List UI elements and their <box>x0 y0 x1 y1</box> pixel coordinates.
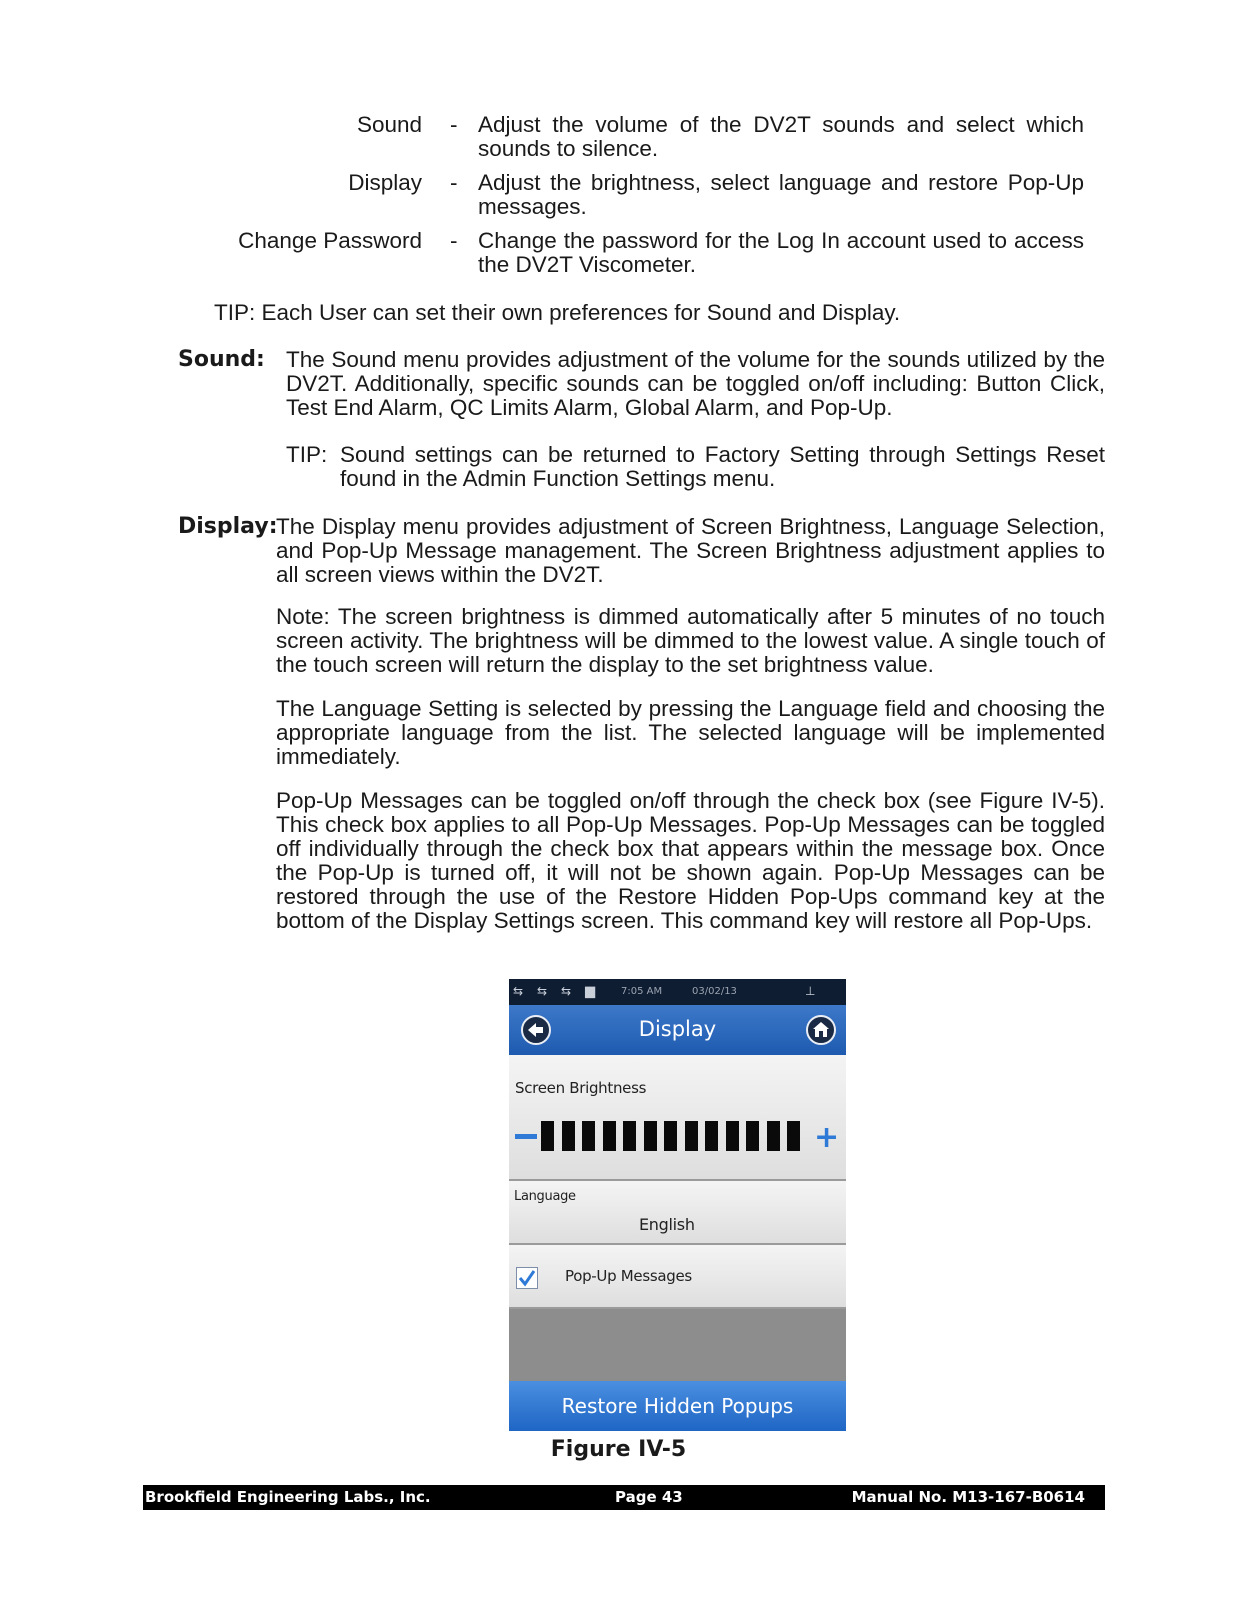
page-footer <box>143 1485 1105 1510</box>
brightness-level-bar <box>541 1121 554 1151</box>
brightness-level-bar <box>767 1121 780 1151</box>
sound-heading: Sound: <box>178 347 265 372</box>
usb-icon: ⇆ <box>537 984 548 998</box>
display-body: The Display menu provides adjustment of Screen Brightness, Language Selection, and Pop-Up Message management. The Screen Brightness adjustment applies to all screen views within the DV2T. <box>276 514 1105 587</box>
footer-company: Brookfield Engineering Labs., Inc. <box>145 1488 431 1506</box>
definition-term: Change Password <box>238 228 422 253</box>
definition-dash: - <box>450 112 458 137</box>
status-date: 03/02/13 <box>692 986 737 997</box>
popup-messages-row <box>509 1245 846 1309</box>
popup-checkbox[interactable] <box>516 1267 538 1289</box>
language-field[interactable] <box>509 1181 846 1245</box>
checkmark-icon <box>517 1268 537 1288</box>
definition-description: Change the password for the Log In account used to access the DV2T Viscometer. <box>478 228 1084 277</box>
network-icon: ⊥ <box>805 984 816 998</box>
usb-icon: ⇆ <box>561 984 572 998</box>
brightness-level-bar <box>582 1121 595 1151</box>
tip-preferences: TIP: Each User can set their own preferences for Sound and Display. <box>214 300 901 325</box>
brightness-level-bar <box>685 1121 698 1151</box>
screen-title: Display <box>638 1017 717 1041</box>
home-button[interactable] <box>806 1015 836 1045</box>
display-settings-screenshot <box>509 979 846 1431</box>
brightness-level-bar <box>603 1121 616 1151</box>
sound-tip: Sound settings can be returned to Factory Setting through Settings Reset found in the Admin Function Settings menu. <box>340 442 1105 491</box>
language-value: English <box>639 1215 695 1234</box>
brightness-level-bar <box>787 1121 800 1151</box>
definition-dash: - <box>450 228 458 253</box>
home-icon <box>808 1017 834 1043</box>
sound-tip-prefix: TIP: <box>286 442 328 467</box>
printer-icon: ▆ <box>585 984 595 999</box>
definition-description: Adjust the brightness, select language and restore Pop-Up messages. <box>478 170 1084 219</box>
definition-term: Display <box>348 170 422 195</box>
brightness-level-bar <box>623 1121 636 1151</box>
footer-manual-number: Manual No. M13-167-B0614 <box>851 1488 1085 1506</box>
status-time: 7:05 AM <box>621 986 663 997</box>
brightness-minus-button[interactable] <box>515 1134 537 1139</box>
definition-description: Adjust the volume of the DV2T sounds and select which sounds to silence. <box>478 112 1084 161</box>
brightness-level-bar <box>705 1121 718 1151</box>
language-paragraph: The Language Setting is selected by pressing the Language field and choosing the appropriate language from the list. The selected language will be implemented immediately. <box>276 696 1105 769</box>
language-label: Language <box>514 1189 576 1204</box>
brightness-level-bar <box>746 1121 759 1151</box>
brightness-level-bar <box>664 1121 677 1151</box>
brightness-level-bar <box>726 1121 739 1151</box>
display-note: Note: The screen brightness is dimmed automatically after 5 minutes of no touch screen activity. The brightness will be dimmed to the lowest value. A single touch of the touch screen will return the display to the set brightness value. <box>276 604 1105 677</box>
title-bar <box>509 1005 846 1055</box>
footer-page-number: Page 43 <box>615 1488 683 1506</box>
status-bar <box>509 979 846 1005</box>
usb-icon: ⇆ <box>513 984 524 998</box>
display-heading: Display: <box>178 514 278 539</box>
brightness-level-bar <box>644 1121 657 1151</box>
brightness-section <box>509 1055 846 1181</box>
definition-term: Sound <box>356 112 422 137</box>
brightness-level-bar <box>562 1121 575 1151</box>
restore-hidden-popups-button[interactable]: Restore Hidden Popups <box>509 1381 846 1431</box>
popup-paragraph: Pop-Up Messages can be toggled on/off through the check box (see Figure IV-5). This check box applies to all Pop-Up Messages. Pop-Up Messages can be toggled off individually through the check box that appears within the message box. Once the Pop-Up is turned off, it will not be shown again. Pop-Up Messages can be restored through the use of the Restore Hidden Pop-Ups command key at the bottom of the Display Settings screen. This command key will restore all Pop-Ups. <box>276 788 1105 933</box>
brightness-plus-button[interactable]: + <box>814 1120 840 1155</box>
empty-area <box>509 1309 846 1381</box>
popup-label: Pop-Up Messages <box>565 1267 692 1285</box>
sound-body: The Sound menu provides adjustment of the volume for the sounds utilized by the DV2T. Additionally, specific sounds can be toggled on/off including: Button Click, Test End Alarm, QC Limits Alarm, Global Alarm, and Pop-Up. <box>286 347 1105 420</box>
definition-dash: - <box>450 170 458 195</box>
figure-caption: Figure IV-5 <box>550 1437 687 1462</box>
brightness-label: Screen Brightness <box>515 1079 647 1097</box>
